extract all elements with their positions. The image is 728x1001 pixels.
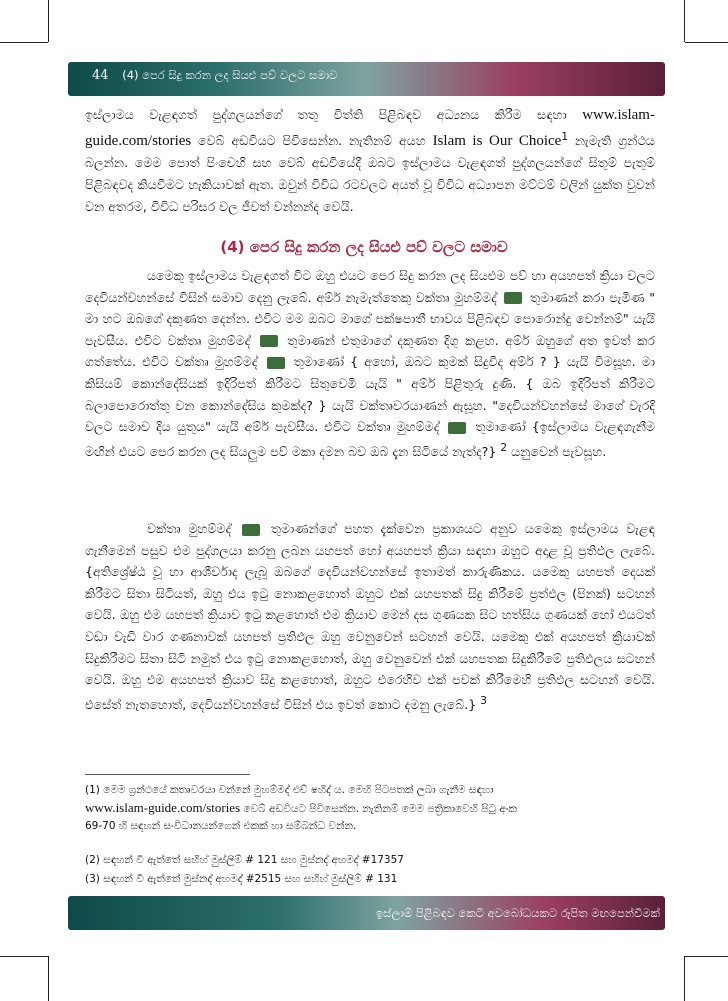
footnote-1-line-1: (1) මෙම ග්‍රන්ථයේ කතෘවරයා වන්නේ මුහම්මද් එච් ෂහිද් ය. මෙහි පිටපතක් ලබා ගැනීම සඳහා (85, 784, 494, 796)
paragraph-amr (85, 265, 655, 463)
p2-text-b: තුමාණන්ගේ පහත දැක්වෙන ප්‍රකාශයට අනුව යමෙකු ඉස්ලාමය වැළඳ ගැනීමෙන් පසුව එම පුද්ගලයා කරනු ලබන යහපත් හෝ අයහපත් ක්‍රියා සඳහා ඔහුට අදාළ වූ ප්‍රතිඵල ලැබේ. {අතිශ්‍රේෂ්ඨ වූ හා ආශීර්වාද ලැබූ ඔබගේ දෙවියන්වහන්සේ ඉතාමත් කාරුණිකය. යමෙකු යහපත් දෙයක් කිරීමට සිතා සිටියත්, ඔහු එය ඉටු නොකළහොත් ඔහුට එක් යහපතක් සිදු කිරීමේ ප්‍රත්ඵල (පිනක්) සටහන් වෙයි. ඔහු එම යහපත් ක්‍රියාව ඉටු කළහොත් එම ක්‍රියාව මෙන් දස ගුණයක සිට හත්සිය ගුණයක් හෝ එයටත් වඩා වැඩි වාර ගණනාවක් යහපත් ප්‍රතිඵල ඔහු වෙනුවෙන් සටහන් වෙයි. යමෙකු එක් අයහපත් ක්‍රියාවක් සිදුකිරීමට සිතා සිටී නමුත් එය ඉටු නොකළහොත්, ඔහු වෙනුවෙන් එක් යහපතක සිදුකිරීමේ ප්‍රතිඵලය සටහන් වෙයි. ඔහු එම අයහපත් ක්‍රියාව සිදු කළහොත්, ඔහුට එරෙහිව එක් පවක් කිරීමෙහි ප්‍රතිඵල සටහන් වෙයි. එසේත් නැතහොත්, දෙවියන්වහන්සේ විසින් එය ඉවත් කොට දමනු ලැබේ.} (85, 521, 655, 712)
p1-text-c: තුමාණන් එතුමාගේ දකුණත දිගු කළහ. අම්ර් ඔහුගේ අත ඉවත් කර ගත්තේය. එවිට වක්තෘ මුහම්මද් (85, 332, 655, 370)
running-title: (4) පෙර සිදු කරන ලද සියළු පව් වලට සමාව (122, 68, 338, 82)
honorific-icon (242, 524, 260, 536)
footnote-3: (3) සඳහන් වී ඇත්තේ මුස්නද් අහමද් #2515 සහ සහිහ් මුස්ලිම් # 131 (85, 873, 398, 885)
footnote-ref-1: 1 (561, 130, 569, 143)
crop-mark-top-left-h (0, 42, 48, 43)
footnote-1-line-2 (85, 799, 660, 818)
intro-text-3: නැමැති ග්‍රන්ථය බලන්න. මෙම පොත් පිංචෙහි සහ වෙබ් අඩවියේදී ඔබට ඉස්ලාමය වැළඳගත් පුද්ගලයන්ගේ සිතුම් පැතුම් පිළිබඳවද කියවීමට හැකියාවක් ඇත. ඔවුන් විවිධ රටවලට අයත් වූ විවිධ අධ්‍යාපන මට්ටම් වලින් යුක්ත වුවන් වන අතරම, විවිධ පරිසර වල ජීවත් වන්නන්ද වෙයි. (85, 132, 655, 214)
intro-text-2: වෙබ් අඩවියට පිවිසෙන්න. නැතිනම් අයහ (191, 132, 433, 148)
crop-mark-bottom-left-h (0, 956, 48, 957)
honorific-icon (260, 335, 278, 347)
running-header (92, 68, 337, 83)
footnote-1-line-3: 69-70 හි සඳහන් සංවිධානයන්ගෙන් එකක් හා සම්බන්ධ වන්න. (85, 820, 357, 832)
honorific-icon (448, 422, 466, 434)
p1-text-f: යනුවෙන් පැවසූහ. (507, 443, 607, 459)
footnote-ref-2: 2 (500, 441, 508, 454)
crop-mark-top-left-v (48, 0, 49, 42)
footnote-divider (85, 774, 250, 775)
p1-text-d: තුමාණෝ { අහෝ, ඔබට කුමක් සිදුවීද අම්ර් ? } යැයි විමසූහ. මා කිසියම් කොන්දේසියක් ඉදිරිපත් කිරීමට සිතුවෙමි යැයි " අම්ර් පිළිතුරු දුණි. { ඔබ ඉදිරිපත් කිරීමට බලාපොරොත්තු වන කොන්දේසිය කුමක්ද? } යැයි වක්තෘවරයාණන් ඇසූහ. "දෙවියන්වහන්සේ මාගේ වැරදි වලට සමාව දිය යුතුය" යැයි අම්ර් පැවසීය. එවිට වක්තෘ මුහම්මද් (85, 354, 656, 435)
book-title: Islam is Our Choice (432, 132, 562, 149)
intro-paragraph (85, 104, 655, 217)
footnote-1 (85, 782, 660, 835)
crop-mark-top-right-v (684, 0, 685, 42)
honorific-icon (267, 357, 285, 369)
crop-mark-bottom-right-h (685, 956, 728, 957)
p1-text-b: තුමාණන් කරා පැමිණ " මා හට ඔබගේ දකුණත දෙන්න. එවිට මම ඔබට මාගේ පක්ෂපාතී භාවය පිළිබඳව පොරොන්දු වෙන්නම්" යැයි පැවසීය. එවිට වක්තෘ මුහම්මද් (85, 289, 656, 348)
footnote-url[interactable]: www.islam-guide.com/stories (85, 800, 241, 815)
crop-mark-top-right-h (685, 42, 728, 43)
honorific-icon (504, 292, 522, 304)
intro-text-1: ඉස්ලාමය වැළඳගත් පුද්ගලයන්ගේ තතු විත්ති පිළිබඳව අධ්‍යනය කිරීම සඳහා (85, 107, 567, 122)
stories-url[interactable]: www.islam-guide.com/stories (85, 107, 655, 149)
crop-mark-bottom-right-v (684, 956, 685, 1001)
p1-text-a: යමෙකු ඉස්ලාමය වැළඳගත් විට ඔහු එයට පෙර සිදු කරන ලද සියළුම පව් හා අයහපත් ක්‍රියා වලට දෙවියන්වහන්සේ විසින් සමාව දෙනු ලැබේ. අම්ර් නැමැත්තෙකු වක්තෘ මුහම්මද් (85, 268, 655, 305)
footnote-1-text-b: වෙබ් අඩවියට පිවිසෙන්න. නැතිනම් මෙම පත්‍රිකාවෙහි පිටු අංක (240, 803, 517, 815)
footnote-ref-3: 3 (480, 694, 487, 707)
p2-text-a: වක්තෘ මුහම්මද් (147, 521, 232, 536)
footnote-2: (2) සඳහන් වී ඇත්තේ සහිහ් මුස්ලිම් # 121 සහ මුස්නද් අහමද් #17357 (85, 854, 404, 866)
section-title: (4) පෙර සිදු කරන ලද සියළු පව් වලට සමාව (220, 238, 508, 256)
page-number: 44 (92, 68, 109, 83)
p1-text-e: තුමාණෝ {ඉස්ලාමය වැළඳගැනීම මඟින් එයට පෙර කරන ලද සියලුම පව් මකා දමන බව ඔබ දැන සිටියේ නැත්ද?} (85, 419, 655, 459)
crop-mark-bottom-left-v (48, 956, 49, 1001)
paragraph-deeds (85, 518, 655, 716)
footer-title: ඉස්ලාම් පිළිබඳව කෙටි අවබෝධයකට රූපිත මඟපෙන්වීමක් (375, 906, 660, 920)
